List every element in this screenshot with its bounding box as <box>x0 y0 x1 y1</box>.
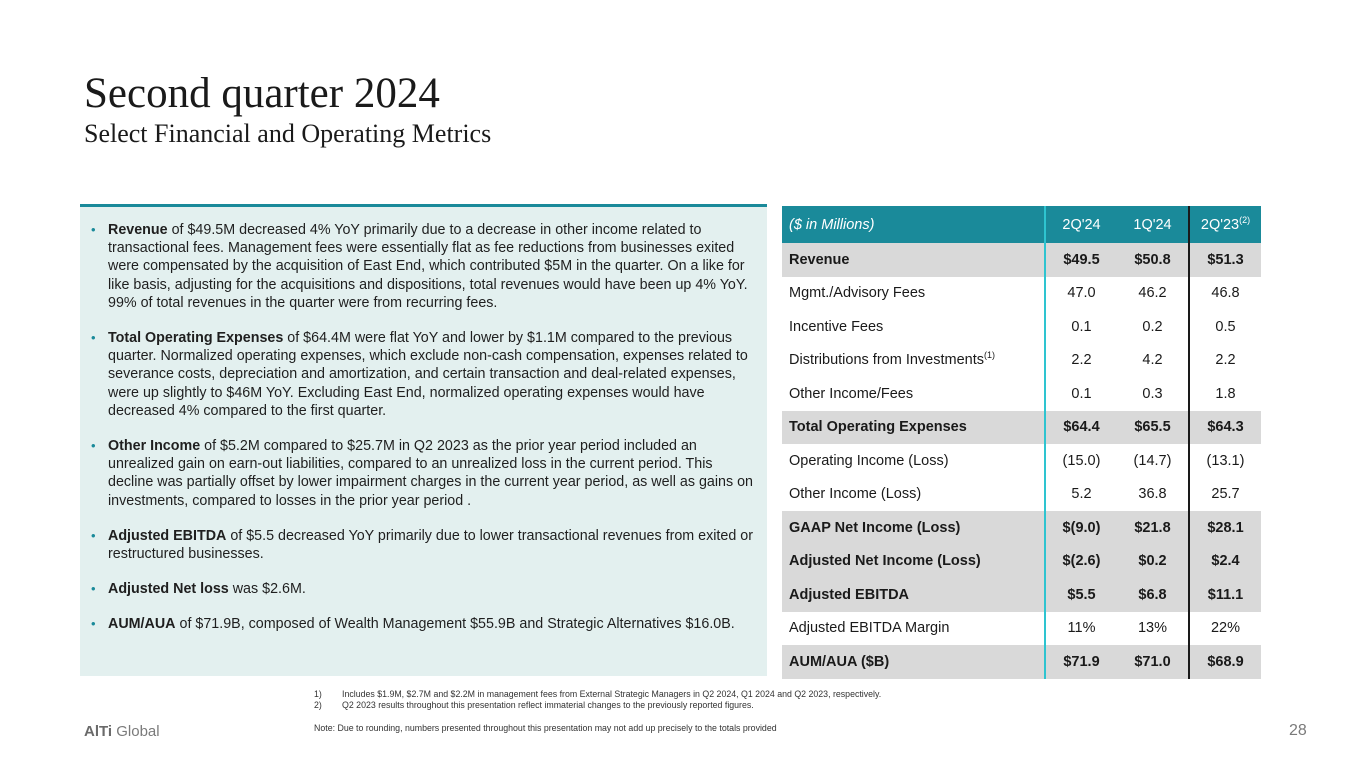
bullet-text: of $49.5M decreased 4% YoY primarily due to a decrease in other income related to transactional fees. Management fees were essentially flat as fee reductions from businesses exited were compensated by the acquisition of East End, which contributed $5M in the quarter. On a like for like basis, adjusting for the acquisitions and dispositions, total revenues would have been up 4% YoY. 99% of total revenues in the quarter were from recurring fees. <box>108 222 748 311</box>
cell-2q23: 22% <box>1189 612 1261 646</box>
row-label: Incentive Fees <box>789 318 884 335</box>
cell-2q24: 0.1 <box>1045 377 1117 411</box>
bullet-dot-icon: • <box>91 527 96 543</box>
page-subtitle: Select Financial and Operating Metrics <box>84 119 492 148</box>
row-label: Mgmt./Advisory Fees <box>789 285 926 302</box>
header-2q24: 2Q'24 <box>1045 206 1117 243</box>
cell-2q23: 46.8 <box>1189 277 1261 311</box>
cell-2q24: $(2.6) <box>1045 545 1117 579</box>
cell-2q23: 1.8 <box>1189 377 1261 411</box>
financial-metrics-table <box>782 206 1261 679</box>
bullet-item-other-income <box>88 437 753 510</box>
cell-2q23: $2.4 <box>1189 545 1261 579</box>
cell-2q24: 47.0 <box>1045 277 1117 311</box>
row-footnote: (1) <box>984 350 996 361</box>
bullet-item-net-loss <box>88 580 753 598</box>
bullet-text: of $64.4M were flat YoY and lower by $1.1M compared to the previous quarter. Normalized operating expenses, which exclude non-cash compensation, expenses related to severance costs, depreciation and amortization, and certain transaction and deal-related expenses, were up slightly to $46M YoY. Excluding East End, normalized operating expenses would have decreased 4% compared to the first quarter. <box>108 330 748 419</box>
cell-1q24: $0.2 <box>1117 545 1189 579</box>
row-label: AUM/AUA ($B) <box>782 645 1045 679</box>
logo-brand: AlTi <box>84 723 113 740</box>
header-units: ($ in Millions) <box>782 206 1045 243</box>
row-label: Other Income (Loss) <box>789 486 922 503</box>
row-label: Other Income/Fees <box>789 385 914 402</box>
cell-2q24: 0.1 <box>1045 310 1117 344</box>
cell-2q23: $68.9 <box>1189 645 1261 679</box>
cell-2q23: (13.1) <box>1189 444 1261 478</box>
table-row <box>782 277 1261 311</box>
cell-1q24: 46.2 <box>1138 285 1167 302</box>
cell-2q23: 0.5 <box>1189 310 1261 344</box>
footnote-number: 1) <box>314 689 322 699</box>
bullet-item-revenue <box>88 221 753 312</box>
bullet-dot-icon: • <box>91 438 96 454</box>
bullet-bold: Other Income <box>108 438 201 455</box>
bullet-dot-icon: • <box>91 616 96 632</box>
cell-2q23: $51.3 <box>1189 243 1261 277</box>
bullet-item-opex <box>88 329 753 420</box>
cell-2q24: (15.0) <box>1045 444 1117 478</box>
row-label: GAAP Net Income (Loss) <box>782 511 1045 545</box>
page-number: 28 <box>1289 722 1307 739</box>
company-logo <box>84 723 160 740</box>
bullet-bold: Total Operating Expenses <box>108 330 284 347</box>
cell-1q24: 0.3 <box>1142 385 1163 402</box>
footnote-item <box>314 700 881 711</box>
row-label: Adjusted EBITDA Margin <box>789 620 950 637</box>
cell-2q24: 2.2 <box>1045 344 1117 378</box>
footnote-text: Includes $1.9M, $2.7M and $2.2M in management fees from External Strategic Managers in Q2 2024, Q1 2024 and Q2 2023, respectively. <box>342 689 882 699</box>
bullet-dot-icon: • <box>91 222 96 237</box>
page-title: Second quarter 2024 <box>84 70 440 117</box>
footnote-number: 2) <box>314 700 322 710</box>
cell-2q23: $28.1 <box>1189 511 1261 545</box>
bullet-text: was $2.6M. <box>228 581 306 598</box>
header-2q23-footnote: (2) <box>1239 214 1251 225</box>
table-row <box>782 444 1261 478</box>
cell-2q24: 5.2 <box>1045 478 1117 512</box>
bullet-text: of $5.2M compared to $25.7M in Q2 2023 as the prior year period included an unrealized gain on earn-out liabilities, compared to an unrealized loss in the current period. This decline was partially offset by lower impairment charges in the current year period, as well as gains on investments, compared to losses in the prior year period . <box>108 438 754 509</box>
footnotes <box>314 689 881 734</box>
row-label: Adjusted Net Income (Loss) <box>782 545 1045 579</box>
bullet-dot-icon: • <box>91 330 96 346</box>
header-2q23 <box>1189 206 1261 243</box>
footnote-item <box>314 689 881 700</box>
row-label-cell <box>782 344 1045 378</box>
table-row <box>782 612 1261 646</box>
table-row <box>782 578 1261 612</box>
cell-2q23: $11.1 <box>1189 578 1261 612</box>
cell-2q23: 25.7 <box>1189 478 1261 512</box>
bullet-text: of $71.9B, composed of Wealth Management $55.9B and Strategic Alternatives $16.0B. <box>175 616 735 633</box>
row-label: Operating Income (Loss) <box>789 452 949 469</box>
table-row <box>782 645 1261 679</box>
cell-2q23: 2.2 <box>1189 344 1261 378</box>
bullet-dot-icon: • <box>91 581 96 597</box>
cell-1q24: 13% <box>1137 620 1168 637</box>
cell-1q24: $21.8 <box>1117 511 1189 545</box>
cell-2q24: $49.5 <box>1045 243 1117 277</box>
cell-2q24: 11% <box>1045 612 1117 646</box>
table-row <box>782 377 1261 411</box>
bullet-bold: Revenue <box>108 222 168 238</box>
cell-1q24: $6.8 <box>1117 578 1189 612</box>
table-row <box>782 411 1261 445</box>
header-1q24: 1Q'24 <box>1117 206 1189 243</box>
cell-1q24: $71.0 <box>1117 645 1189 679</box>
row-label: Revenue <box>782 243 1045 277</box>
row-label: Total Operating Expenses <box>782 411 1045 445</box>
bullet-item-aum <box>88 615 753 633</box>
bullet-list <box>88 221 753 634</box>
header-2q23-label: 2Q'23 <box>1200 216 1240 233</box>
rounding-note: Note: Due to rounding, numbers presented throughout this presentation may not add up precisely to the totals provided <box>314 723 777 733</box>
bullet-item-ebitda <box>88 527 753 563</box>
cell-2q24: $71.9 <box>1045 645 1117 679</box>
table-row <box>782 310 1261 344</box>
table-header-row <box>782 206 1261 243</box>
table-row <box>782 511 1261 545</box>
cell-2q23: $64.3 <box>1189 411 1261 445</box>
bullet-bold: AUM/AUA <box>108 616 176 633</box>
cell-2q24: $64.4 <box>1045 411 1117 445</box>
cell-1q24: $50.8 <box>1117 243 1189 277</box>
bullet-text: of $5.5 decreased YoY primarily due to lower transactional revenues from exited or restructured businesses. <box>108 527 753 563</box>
table-row <box>782 344 1261 378</box>
row-label: Adjusted EBITDA <box>782 578 1045 612</box>
cell-1q24: $65.5 <box>1117 411 1189 445</box>
cell-2q24: $5.5 <box>1045 578 1117 612</box>
commentary-panel <box>80 204 767 676</box>
table-row <box>782 243 1261 277</box>
cell-1q24: 0.2 <box>1142 318 1163 335</box>
bullet-bold: Adjusted Net loss <box>108 581 229 598</box>
table-row <box>782 545 1261 579</box>
footnote-text: Q2 2023 results throughout this presentation reflect immaterial changes to the previously reported figures. <box>342 700 754 710</box>
cell-1q24: 36.8 <box>1138 486 1167 503</box>
cell-1q24: 4.2 <box>1142 352 1163 369</box>
row-label: Distributions from Investments <box>789 352 985 369</box>
bullet-bold: Adjusted EBITDA <box>108 527 227 544</box>
cell-1q24: (14.7) <box>1133 452 1172 469</box>
cell-2q24: $(9.0) <box>1045 511 1117 545</box>
logo-suffix: Global <box>112 723 160 740</box>
table-row <box>782 478 1261 512</box>
